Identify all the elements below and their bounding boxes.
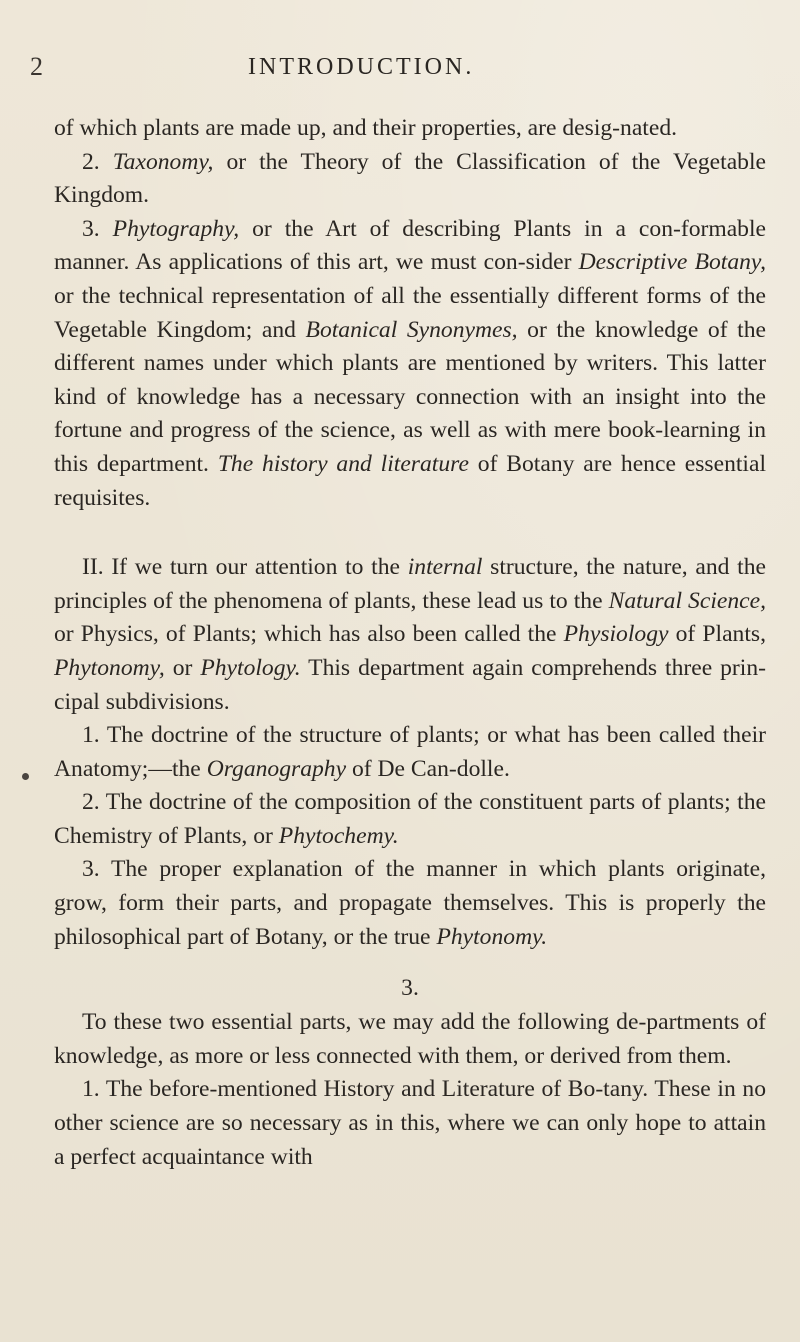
text-run: 1. The before-mentioned History and Literature of Bo-tany. These in no other science are so necessary as in this, where we can only hope to attain a perfect acquaintance with	[54, 1076, 766, 1170]
text-run: of De Can-dolle.	[346, 755, 510, 782]
page-header	[30, 52, 770, 92]
paragraph	[54, 213, 766, 515]
italic-text: Phytonomy.	[436, 923, 548, 950]
paragraph	[54, 551, 766, 719]
italic-text: Phytography,	[112, 215, 240, 242]
text-run: or Physics, of Plants; which has also been called the	[54, 621, 564, 648]
text-run: or the Art of describing Plants in a con-formable manner. As applications of this art, we must con-sider	[54, 215, 767, 276]
text-run: or the technical representation of all the essentially different forms of the Vegetable Kingdom; and	[54, 282, 766, 343]
italic-text: Organography	[206, 755, 347, 782]
italic-text: Phytonomy,	[54, 654, 165, 681]
text-run: or the Theory of the Classification of the Vegetable Kingdom.	[54, 148, 767, 209]
text-run: 3. The proper explanation of the manner in which plants originate, grow, form their parts, and propagate themselves. This is properly the philosophical part of Botany, or the true	[54, 856, 766, 950]
italic-text: internal	[407, 554, 483, 581]
paragraph	[54, 719, 766, 786]
italic-text: Descriptive Botany,	[578, 249, 767, 276]
text-run: of Botany are hence essential requisites.	[54, 450, 767, 511]
text-run: 2. The doctrine of the composition of the constituent parts of plants; the Chemistry of Plants, or	[54, 789, 766, 849]
italic-text: Natural Science,	[608, 587, 766, 614]
italic-text: Botanical Synonymes,	[305, 316, 518, 343]
text-run: or	[164, 654, 201, 681]
text-run: To these two essential parts, we may add the following de-partments of knowledge, as more or less connected with them, or derived from them.	[54, 1009, 766, 1069]
italic-text: Phytochemy.	[278, 822, 399, 849]
italic-text: Physiology	[563, 621, 669, 648]
italic-text: Phytology.	[200, 654, 301, 681]
paragraph	[54, 853, 766, 954]
text-run: This department again comprehends three prin-cipal subdivisions.	[54, 654, 767, 715]
text-run: 3.	[82, 215, 113, 242]
text-run: of Plants,	[668, 621, 766, 648]
paragraph	[54, 786, 766, 853]
section-number: 3.	[401, 975, 419, 1002]
italic-text: The history and literature	[217, 450, 469, 477]
text-run: 2.	[82, 148, 113, 175]
paragraph-gap	[54, 515, 766, 551]
paragraph	[54, 146, 766, 213]
body-text	[54, 112, 766, 1174]
ink-speck	[22, 773, 29, 780]
text-run: of which plants are made up, and their properties, are desig-nated.	[54, 115, 678, 141]
text-run: II. If we turn our attention to the	[82, 554, 408, 581]
text-run: 1. The doctrine of the structure of plants; or what has been called their Anatomy;—the	[54, 722, 766, 782]
text-run: or the knowledge of the different names under which plants are mentioned by writers. This latter kind of knowledge has a necessary connection with an insight into the fortune and progress of the science, as well as with mere book-learning in this department.	[54, 316, 766, 477]
paragraph	[54, 1073, 766, 1174]
italic-text: Taxonomy,	[112, 148, 214, 175]
running-title: INTRODUCTION.	[248, 54, 475, 80]
text-run: structure, the nature, and the principles of the phenomena of plants, these lead us to the	[54, 554, 766, 614]
paragraph	[54, 1006, 766, 1073]
page-number: 2	[30, 52, 43, 81]
paragraph-gap	[54, 954, 766, 972]
paragraph	[54, 112, 766, 146]
